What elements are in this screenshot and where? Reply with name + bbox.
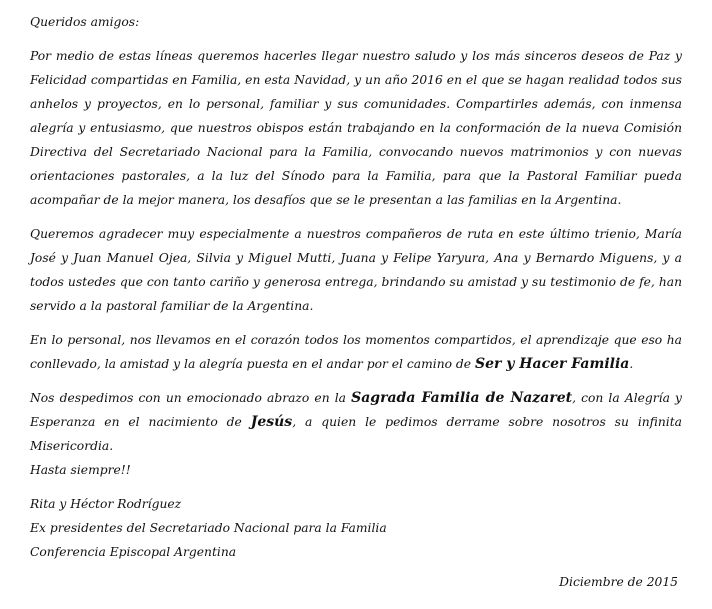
paragraph-thanks: Queremos agradecer muy especialmente a nuestros compañeros de ruta en este último trienio, María José y Juan Manuel Ojea, Silvia y Miguel Mutti, Juana y Felipe Yaryura, Ana y Bernardo Miguens, y a todos ustedes que con tanto cariño y generosa entrega, brindando su amistad y su testimonio de fe, han servido a la pastoral familiar de la Argentina. <box>30 227 682 313</box>
farewell-text-c: , a quien le pedimos derrame sobre nosotros su infinita Misericordia. <box>30 415 682 453</box>
farewell-text-a: Nos despedimos con un emocionado abrazo en la <box>30 391 352 405</box>
letter-body <box>30 10 682 564</box>
paragraph-personal-end: . <box>629 357 634 371</box>
farewell-line: Hasta siempre!! <box>30 463 131 477</box>
letter-date: Diciembre de 2015 <box>559 575 678 589</box>
signature-org: Conferencia Episcopal Argentina <box>30 545 237 559</box>
signature-block <box>30 492 682 564</box>
paragraph-personal <box>30 328 682 376</box>
emphasis-jesus: Jesús <box>250 414 293 430</box>
paragraph-wishes: Por medio de estas líneas queremos hacerles llegar nuestro saludo y los más sinceros deseos de Paz y Felicidad compartidas en Familia, en esta Navidad, y un año 2016 en el que se hagan realidad todos sus anhelos y proyectos, en lo personal, familiar y sus comunidades. Compartirles además, con inmensa alegría y entusiasmo, que nuestros obispos están trabajando en la conformación de la nueva Comisión Directiva del Secretariado Nacional para la Familia, convocando nuevos matrimonios y con nuevas orientaciones pastorales, a la luz del Sínodo para la Familia, para que la Pastoral Familiar pueda acompañar de la mejor manera, los desafíos que se le presentan a las familias en la Argentina. <box>30 49 682 207</box>
paragraph-farewell <box>30 386 682 458</box>
emphasis-ser-hacer-familia: Ser y Hacer Familia <box>475 356 630 372</box>
farewell-text-b: , con la Alegría y Esperanza en el nacimiento de <box>30 391 682 429</box>
greeting: Queridos amigos: <box>30 15 140 29</box>
signature-role: Ex presidentes del Secretariado Nacional para la Familia <box>30 521 387 535</box>
signature-names: Rita y Héctor Rodríguez <box>30 497 182 511</box>
emphasis-sagrada-familia: Sagrada Familia de Nazaret <box>351 390 573 406</box>
paragraph-personal-text: En lo personal, nos llevamos en el corazón todos los momentos compartidos, el aprendizaje que eso ha conllevado, la amistad y la alegría puesta en el andar por el camino de <box>30 333 682 371</box>
